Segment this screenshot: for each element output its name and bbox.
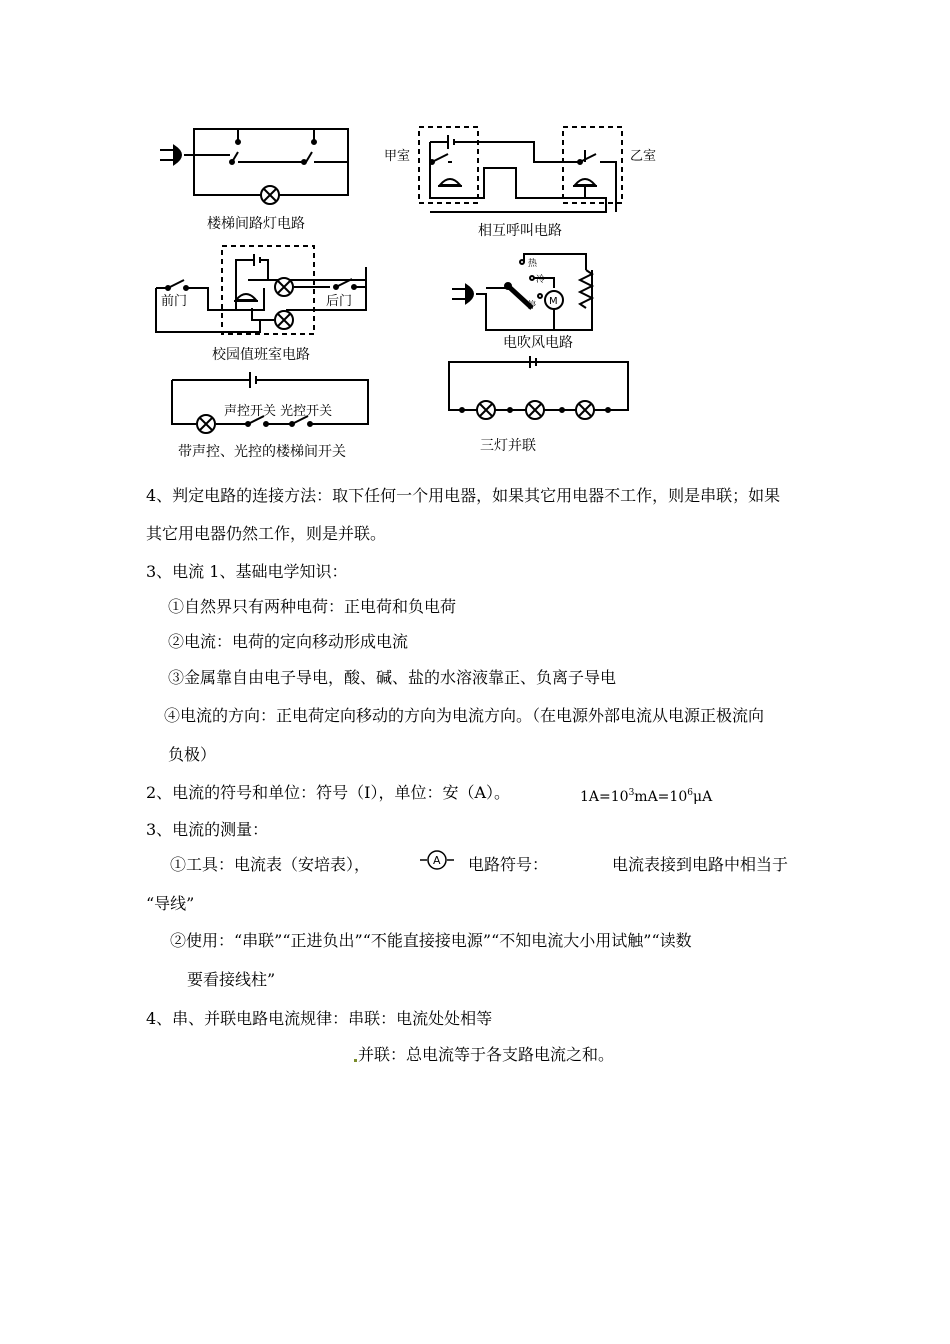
room-b-label: 乙室 — [630, 149, 657, 164]
paragraph-series-parallel-test-cont: 其它用电器仍然工作，则是并联。 — [146, 524, 387, 543]
school-duty-circuit — [156, 246, 366, 334]
dryer-cold-label: 冷 — [536, 275, 546, 285]
stair-light-circuit — [160, 129, 348, 204]
dryer-caption: 电吹风电路 — [503, 335, 573, 351]
front-door-label: 前门 — [161, 294, 188, 309]
rooms-caption: 相互呼叫电路 — [478, 223, 562, 239]
sound-light-switch-circuit — [172, 372, 368, 433]
stair-caption: 楼梯间路灯电路 — [207, 216, 305, 232]
heading-current-rules: 4、串、并联电路电流规律：串联：电流处处相等 — [146, 1009, 493, 1028]
hair-dryer-circuit — [452, 254, 592, 330]
circuit-diagrams-figure — [0, 0, 950, 470]
ammeter-equivalent-text: 电流表接到电路中相当于 — [612, 855, 789, 874]
three-lamps-caption: 三灯并联 — [480, 438, 536, 454]
circuit-symbol-label: 电路符号： — [468, 855, 549, 874]
ammeter-symbol-icon — [420, 848, 454, 872]
list-item-charges: ①自然界只有两种电荷：正电荷和负电荷 — [168, 597, 457, 616]
school-caption: 校园值班室电路 — [212, 347, 310, 363]
stray-mark — [354, 1059, 357, 1062]
dryer-motor-label: M — [549, 296, 558, 307]
dryer-hot-label: 热 — [528, 259, 538, 269]
list-item-conduction: ③金属靠自由电子导电，酸、碱、盐的水溶液靠正、负离子导电 — [168, 668, 617, 687]
heading-current-units: 2、电流的符号和单位：符号（I），单位：安（A）。 — [146, 783, 511, 802]
sound-light-caption: 带声控、光控的楼梯间开关 — [178, 444, 346, 460]
dryer-stop-label: 停 — [527, 301, 537, 311]
three-lamps-parallel-circuit — [449, 356, 628, 419]
heading-measurement: 3、电流的测量： — [146, 820, 269, 839]
usage-rules: ②使用：“串联”“正进负出”“不能直接接电源”“不知电流大小用试触”“读数 — [170, 931, 692, 950]
heading-current-basics: 3、电流 1、基础电学知识： — [146, 562, 348, 581]
tool-label: ①工具：电流表（安培表）， — [170, 855, 371, 874]
back-door-label: 后门 — [326, 294, 353, 309]
list-item-direction: ④电流的方向：正电荷定向移动的方向为电流方向。（在电源外部电流从电源正极流向 — [164, 706, 765, 725]
room-a-label: 甲室 — [384, 149, 411, 164]
wire-quote: “导线” — [146, 894, 195, 913]
ammeter-letter: A — [433, 854, 441, 867]
list-item-current: ②电流：电荷的定向移动形成电流 — [168, 632, 409, 651]
paragraph-series-parallel-test: 4、判定电路的连接方法：取下任何一个用电器，如果其它用电器不工作，则是串联；如果 — [146, 486, 781, 505]
mutual-call-circuit — [419, 127, 622, 212]
parallel-rule: 并联：总电流等于各支路电流之和。 — [354, 1045, 614, 1065]
list-item-direction-cont: 负极） — [168, 745, 217, 764]
usage-rules-cont: 要看接线柱” — [187, 970, 276, 989]
switch-labels: 声控开关 光控开关 — [224, 404, 333, 419]
unit-conversion: $1A=10^3mA=10^6\mu A$ — [580, 788, 713, 805]
